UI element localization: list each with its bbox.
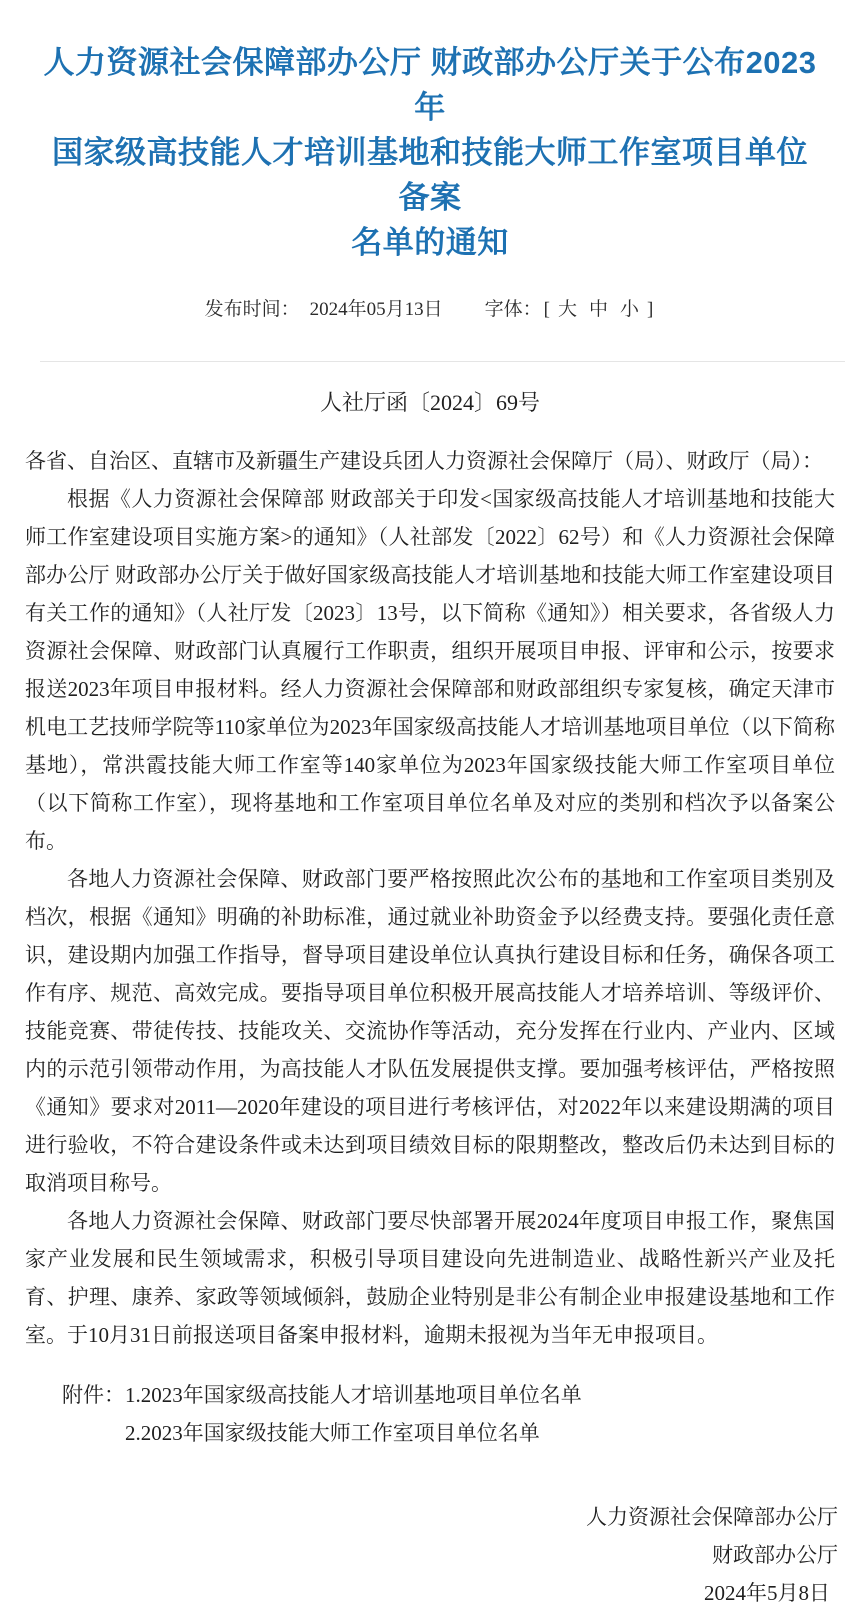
page-title [0, 0, 860, 265]
font-size-control [485, 299, 656, 320]
signature-block [0, 1498, 860, 1612]
publish-date: 2024年05月13日 [309, 299, 443, 320]
body-paragraph-1: 根据《人力资源社会保障部 财政部关于印发<国家级高技能人才培训基地和技能大师工作室建设项目实施方案>的通知》（人社部发〔2022〕62号）和《人力资源社会保障部办公厅 财政部办公厅关于做好国家级高技能人才培训基地和技能大师工作室建设项目有关工作的通知》（人社厅发〔2023〕13号，以下简称《通知》）相关要求，各省级人力资源社会保障、财政部门认真履行工作职责，组织开展项目申报、评审和公示，按要求报送2023年项目申报材料。经人力资源社会保障部和财政部组织专家复核，确定天津市机电工艺技师学院等110家单位为2023年国家级高技能人才培训基地项目单位（以下简称基地），常洪霞技能大师工作室等140家单位为2023年国家级技能大师工作室项目单位（以下简称工作室），现将基地和工作室项目单位名单及对应的类别和档次予以备案公布。 [25, 487, 835, 853]
meta-row [0, 297, 860, 323]
page-title-line-3: 名单的通知 [351, 225, 509, 260]
doc-number: 人社厅函〔2024〕69号 [319, 390, 540, 415]
font-size-large[interactable]: 大 [558, 299, 578, 320]
body-paragraph-2: 各地人力资源社会保障、财政部门要严格按照此次公布的基地和工作室项目类别及档次，根据《通知》明确的补助标准，通过就业补助资金予以经费支持。要强化责任意识，建设期内加强工作指导，督导项目建设单位认真执行建设目标和任务，确保各项工作有序、规范、高效完成。要指导项目单位积极开展高技能人才培养培训、等级评价、技能竞赛、带徒传技、技能攻关、交流协作等活动，充分发挥在行业内、产业内、区域内的示范引领带动作用，为高技能人才队伍发展提供支撑。要加强考核评估，严格按照《通知》要求对2011—2020年建设的项目进行考核评估，对2022年以来建设期满的项目进行验收，不符合建设条件或未达到项目绩效目标的限期整改，整改后仍未达到目标的取消项目称号。 [25, 867, 835, 1195]
attachment-item-1: 1.2023年国家级高技能人才培训基地项目单位名单 [125, 1383, 582, 1407]
attachment-item-2: 2.2023年国家级技能大师工作室项目单位名单 [125, 1421, 540, 1445]
font-size-bracket-open: [ [543, 299, 550, 320]
signature-date: 2024年5月8日 [704, 1581, 830, 1605]
page-title-line-1: 人力资源社会保障部办公厅 财政部办公厅关于公布2023年 [43, 45, 817, 125]
font-size-label: 字体： [484, 299, 542, 320]
page-title-line-2: 国家级高技能人才培训基地和技能大师工作室项目单位备案 [52, 135, 808, 215]
attachments-label: 附件： [62, 1383, 125, 1407]
font-size-medium[interactable]: 中 [589, 299, 609, 320]
publish-time-label: 发布时间： [204, 299, 300, 320]
salutation: 各省、自治区、直辖市及新疆生产建设兵团人力资源社会保障厅（局）、财政厅（局）： [25, 449, 823, 473]
font-size-bracket-close: ] [647, 299, 654, 320]
attachments-list [125, 1376, 582, 1452]
body-paragraph-3: 各地人力资源社会保障、财政部门要尽快部署开展2024年度项目申报工作，聚焦国家产业发展和民生领域需求，积极引导项目建设向先进制造业、战略性新兴产业及托育、护理、康养、家政等领域倾斜，鼓励企业特别是非公有制企业申报建设基地和工作室。于10月31日前报送项目备案申报材料，逾期未报视为当年无申报项目。 [25, 1209, 835, 1347]
signer-2: 财政部办公厅 [712, 1543, 838, 1567]
attachments-block [62, 1376, 835, 1452]
header-divider [40, 361, 845, 362]
signer-1: 人力资源社会保障部办公厅 [586, 1505, 838, 1529]
font-size-small[interactable]: 小 [620, 299, 640, 320]
doc-body [0, 442, 860, 1354]
